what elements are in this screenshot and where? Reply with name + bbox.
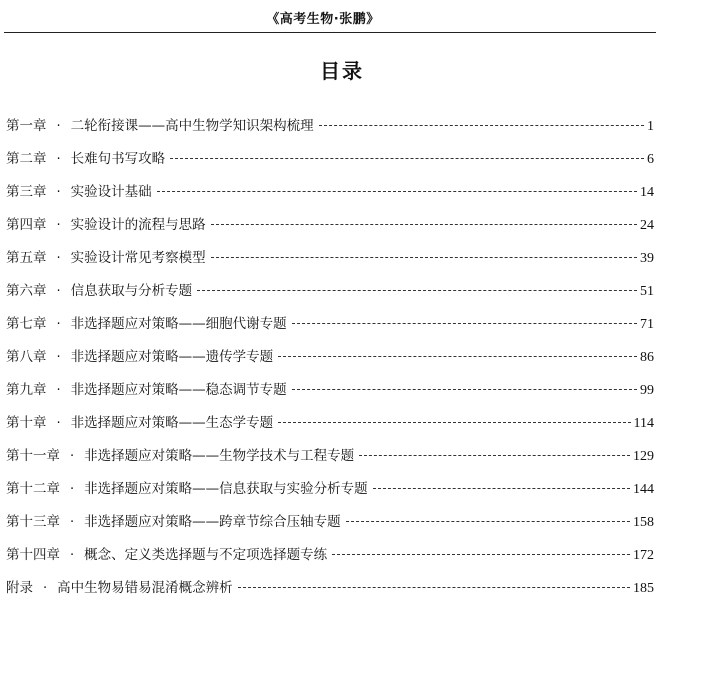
toc-entry-11[interactable] [6,444,654,477]
chapter-title: 信息获取与分析专题 [70,283,193,299]
dotted-leader [332,554,630,555]
dotted-leader [278,356,637,357]
chapter-number: 第十三章 [6,514,60,530]
toc-entry-6[interactable] [6,279,654,312]
chapter-title: 非选择题应对策略——稳态调节专题 [70,382,287,398]
chapter-title: 非选择题应对策略——跨章节综合压轴专题 [84,514,341,530]
separator-dot: · [56,416,61,431]
chapter-title: 非选择题应对策略——生物学技术与工程专题 [84,448,355,464]
toc-entry-7[interactable] [6,312,654,345]
page-number: 71 [640,317,654,332]
dotted-leader [278,422,630,423]
separator-dot: · [43,581,48,596]
toc-entry-2[interactable] [6,147,654,180]
chapter-number: 第十二章 [6,481,60,497]
running-header: 《高考生物·张鹏》 [266,12,380,27]
dotted-leader [292,323,637,324]
page-number: 185 [633,581,654,596]
separator-dot: · [56,350,61,365]
separator-dot: · [56,317,61,332]
page-number: 6 [647,152,654,167]
chapter-title: 二轮衔接课——高中生物学知识架构梳理 [70,118,314,134]
dotted-leader [211,257,637,258]
separator-dot: · [56,383,61,398]
chapter-title: 非选择题应对策略——细胞代谢专题 [70,316,287,332]
page-number: 172 [633,548,654,563]
chapter-title: 高中生物易错易混淆概念辨析 [57,580,233,596]
toc-entry-4[interactable] [6,213,654,246]
dotted-leader [157,191,637,192]
chapter-title: 概念、定义类选择题与不定项选择题专练 [84,547,328,563]
separator-dot: · [70,449,75,464]
chapter-number: 第九章 [6,382,47,398]
dotted-leader [346,521,630,522]
chapter-title: 非选择题应对策略——遗传学专题 [70,349,274,365]
chapter-number: 第八章 [6,349,47,365]
chapter-title: 实验设计基础 [70,184,152,200]
toc-entry-9[interactable] [6,378,654,411]
toc-entry-12[interactable] [6,477,654,510]
toc-entry-14[interactable] [6,543,654,576]
chapter-number: 第七章 [6,316,47,332]
chapter-title: 非选择题应对策略——生态学专题 [70,415,274,431]
page-number: 14 [640,185,654,200]
toc-entry-5[interactable] [6,246,654,279]
toc-entry-15[interactable] [6,576,654,609]
separator-dot: · [56,119,61,134]
chapter-number: 第十章 [6,415,47,431]
chapter-number: 第二章 [6,151,47,167]
chapter-number: 附录 [6,580,33,596]
dotted-leader [197,290,637,291]
page-number: 24 [640,218,654,233]
chapter-title: 实验设计的流程与思路 [70,217,206,233]
dotted-leader [373,488,630,489]
dotted-leader [292,389,637,390]
dotted-leader [238,587,630,588]
toc-entry-13[interactable] [6,510,654,543]
dotted-leader [170,158,644,159]
page-number: 39 [640,251,654,266]
page-number: 158 [633,515,654,530]
chapter-title: 长难句书写攻略 [70,151,166,167]
page-number: 51 [640,284,654,299]
separator-dot: · [70,515,75,530]
chapter-title: 实验设计常见考察模型 [70,250,206,266]
toc-entry-10[interactable] [6,411,654,444]
separator-dot: · [56,218,61,233]
separator-dot: · [56,152,61,167]
chapter-number: 第六章 [6,283,47,299]
table-of-contents [6,114,654,609]
separator-dot: · [56,185,61,200]
chapter-number: 第一章 [6,118,47,134]
page-number: 114 [633,416,654,431]
dotted-leader [359,455,630,456]
separator-dot: · [70,548,75,563]
page-number: 86 [640,350,654,365]
chapter-number: 第十一章 [6,448,60,464]
toc-entry-3[interactable] [6,180,654,213]
chapter-title: 非选择题应对策略——信息获取与实验分析专题 [84,481,368,497]
toc-title: 目录 [320,59,364,84]
page-number: 99 [640,383,654,398]
page-number: 129 [633,449,654,464]
chapter-number: 第十四章 [6,547,60,563]
page-number: 144 [633,482,654,497]
chapter-number: 第四章 [6,217,47,233]
page-number: 1 [647,119,654,134]
separator-dot: · [70,482,75,497]
chapter-number: 第三章 [6,184,47,200]
header-rule [4,32,656,33]
separator-dot: · [56,284,61,299]
toc-entry-8[interactable] [6,345,654,378]
chapter-number: 第五章 [6,250,47,266]
toc-entry-1[interactable] [6,114,654,147]
dotted-leader [211,224,637,225]
separator-dot: · [56,251,61,266]
dotted-leader [319,125,644,126]
